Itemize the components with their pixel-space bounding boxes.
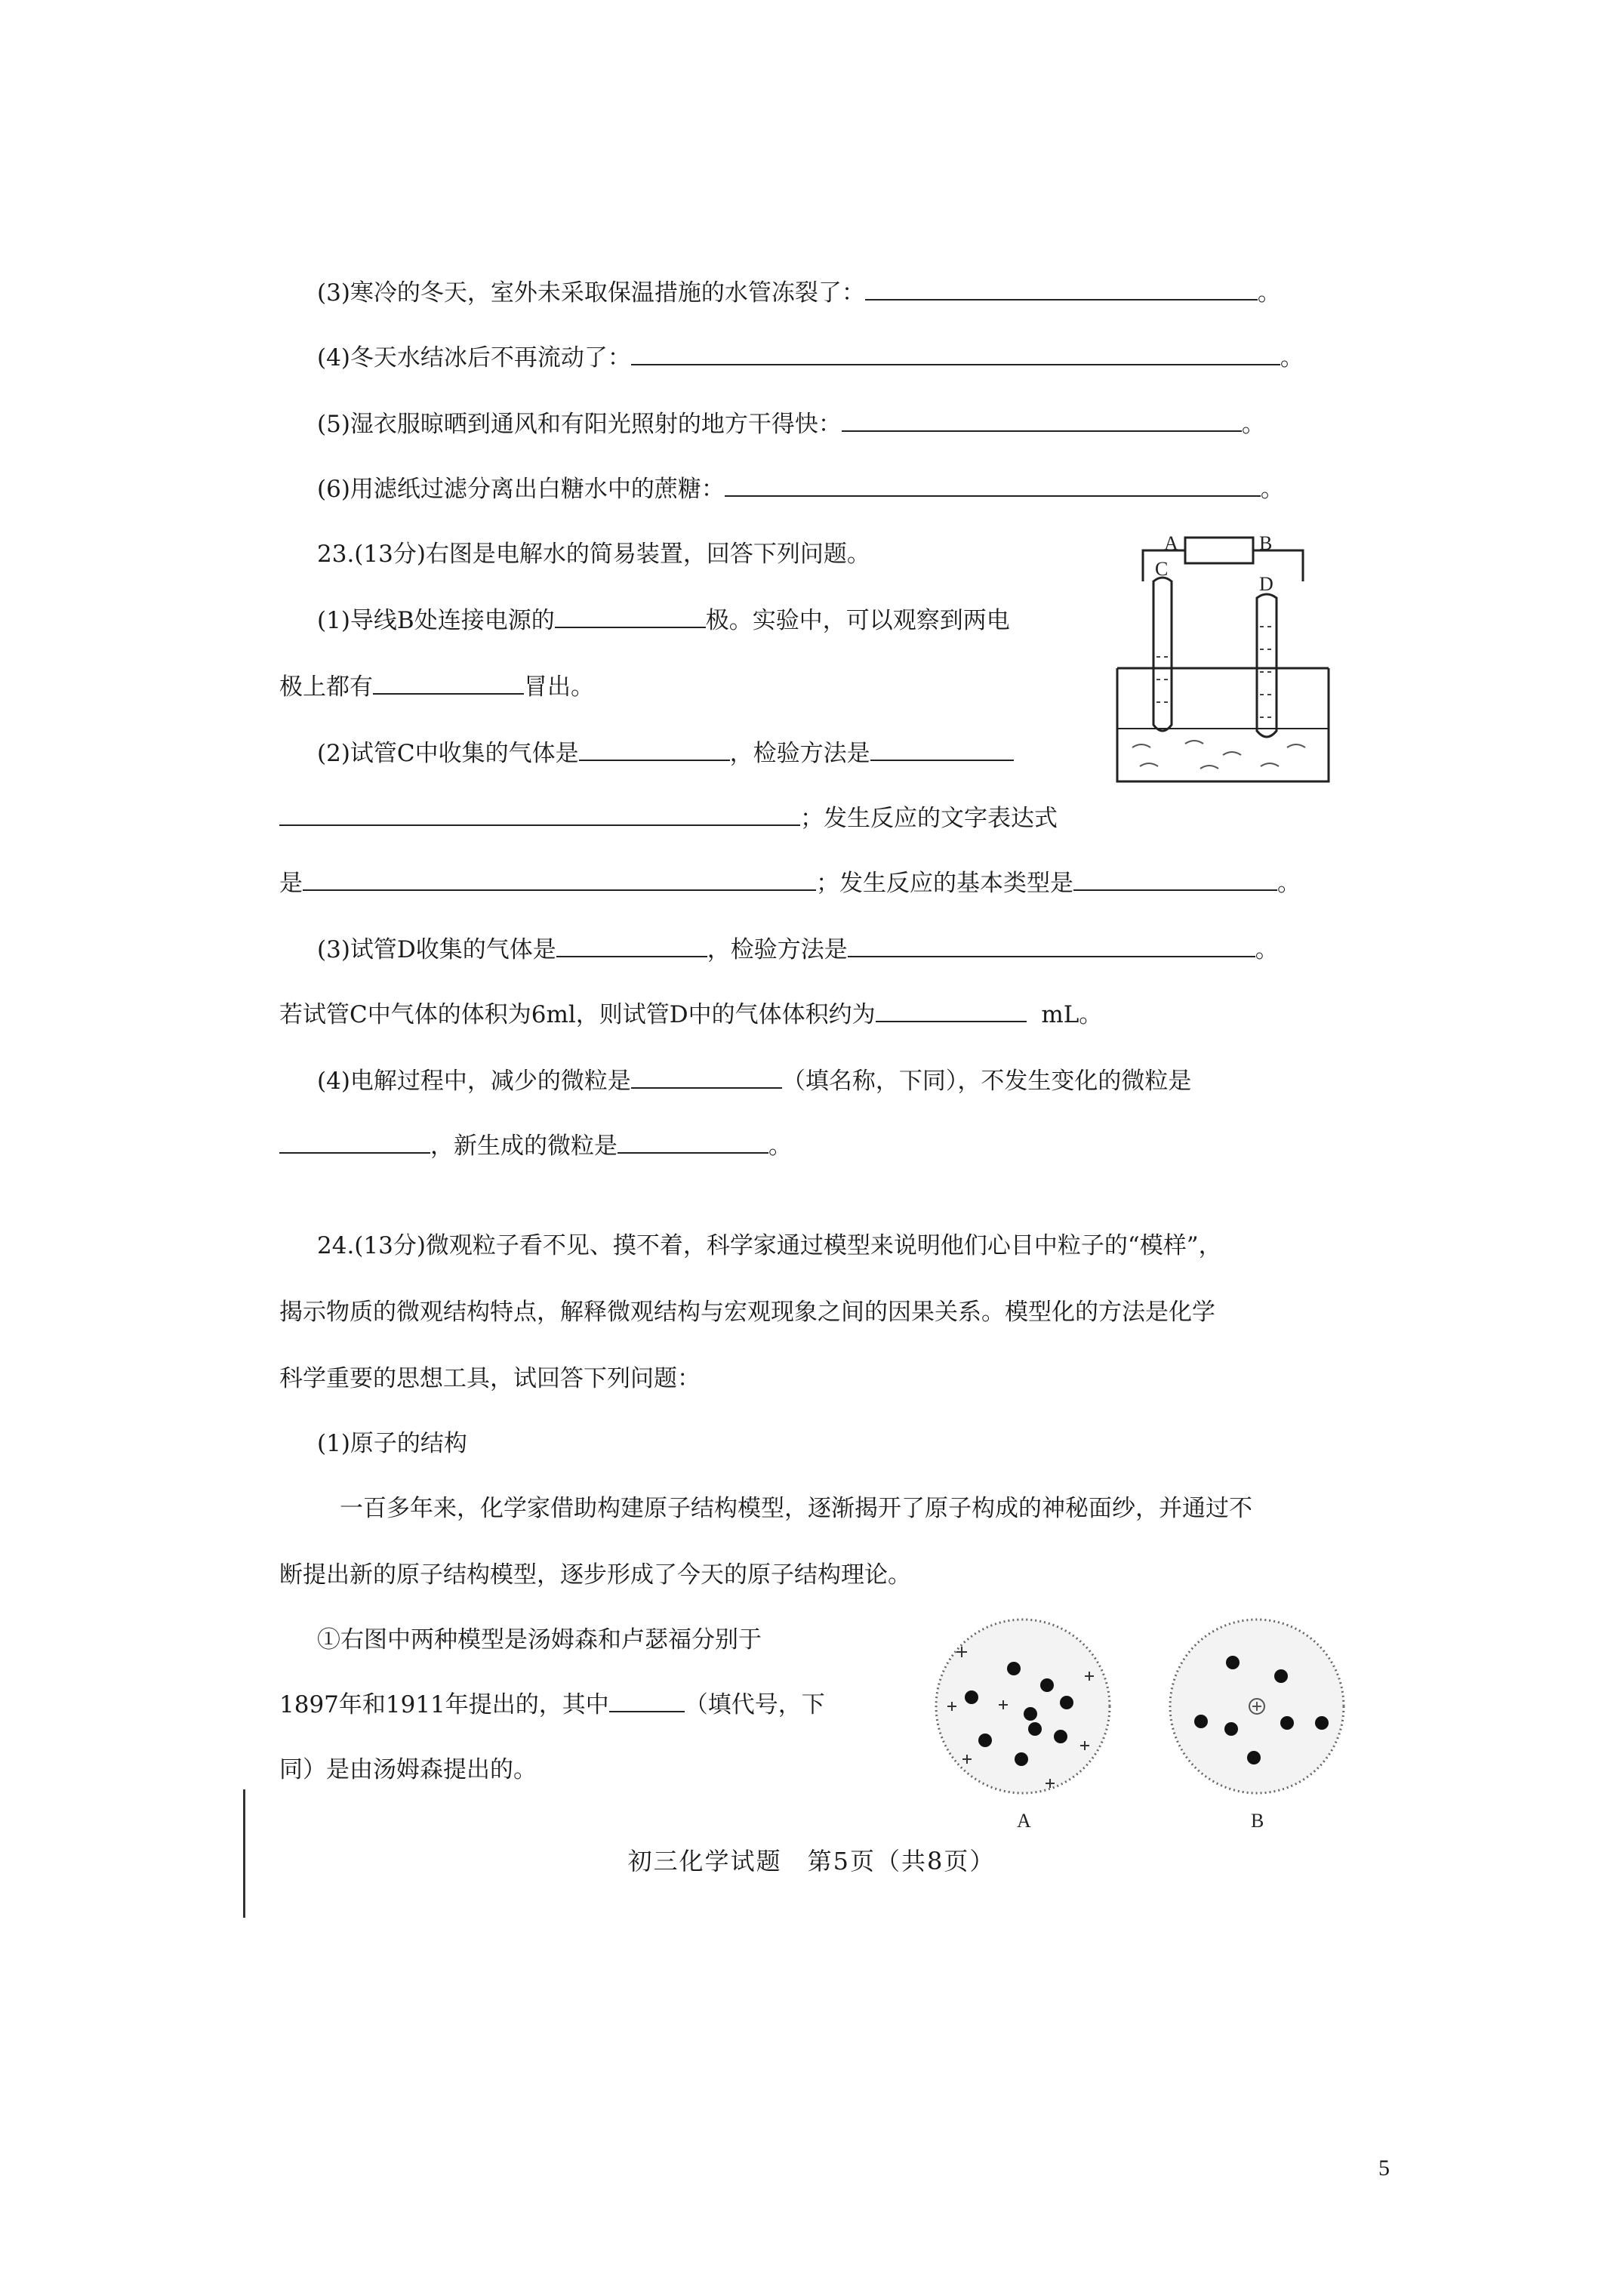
q24-para2: 断提出新的原子结构模型，逐步形成了今天的原子结构理论。 bbox=[279, 1561, 911, 1589]
label-a: A bbox=[1164, 532, 1178, 554]
answer-blank[interactable] bbox=[617, 1130, 768, 1154]
q24-title: 24.(13分)微观粒子看不见、摸不着，科学家通过模型来说明他们心目中粒子的“模样”， bbox=[317, 1232, 1222, 1259]
page-footer: 初三化学试题 第5页（共8页） bbox=[627, 1847, 996, 1875]
q23-part4-line2: ，新生成的微粒是 。 bbox=[279, 1130, 792, 1163]
answer-blank[interactable] bbox=[631, 1065, 782, 1089]
atom-model-a-figure bbox=[917, 1608, 1129, 1857]
answer-blank[interactable] bbox=[725, 473, 1261, 497]
thomson-sphere bbox=[936, 1620, 1110, 1793]
model-a-label: A bbox=[1017, 1810, 1031, 1832]
water-ripples bbox=[1132, 741, 1305, 769]
answer-blank[interactable] bbox=[870, 737, 1014, 761]
answer-blank[interactable] bbox=[1073, 867, 1277, 891]
answer-blank[interactable] bbox=[555, 604, 706, 628]
answer-blank[interactable] bbox=[865, 276, 1258, 300]
label-c: C bbox=[1155, 558, 1169, 580]
q23-part3-line1: (3)试管D收集的气体是 ，检验方法是 。 bbox=[317, 933, 1279, 966]
q24-para1: 一百多年来，化学家借助构建原子结构模型，逐渐揭开了原子构成的神秘面纱，并通过不 bbox=[340, 1495, 1252, 1522]
q22-item4: (4)冬天水结冰后不再流动了： 。 bbox=[317, 341, 1304, 374]
q23-part2-line2: ；发生反应的文字表达式 bbox=[279, 802, 1058, 835]
q24-sub1: (1)原子的结构 bbox=[317, 1430, 467, 1457]
q23-part1-line1: (1)导线B处连接电源的 极。实验中，可以观察到两电 bbox=[317, 604, 1010, 637]
q22-item6: (6)用滤纸过滤分离出白糖水中的蔗糖： 。 bbox=[317, 473, 1284, 506]
q24-line2: 揭示物质的微观结构特点，解释微观结构与宏观现象之间的因果关系。模型化的方法是化学 bbox=[279, 1299, 1215, 1326]
test-tube-d bbox=[1257, 594, 1277, 737]
q24-q1-line2: 1897年和1911年提出的，其中 （填代号，下 bbox=[279, 1688, 825, 1721]
q22-item3: (3)寒冷的冬天，室外未采取保温措施的水管冻裂了： 。 bbox=[317, 276, 1281, 310]
answer-blank[interactable] bbox=[842, 408, 1242, 432]
answer-blank[interactable] bbox=[579, 737, 730, 761]
answer-blank[interactable] bbox=[631, 341, 1280, 365]
q23-part1-line2: 极上都有 冒出。 bbox=[279, 670, 594, 704]
answer-blank[interactable] bbox=[279, 1130, 430, 1154]
electrolysis-apparatus-figure bbox=[1110, 529, 1344, 793]
q23-title: 23.(13分)右图是电解水的简易装置，回答下列问题。 bbox=[317, 541, 870, 568]
label-d: D bbox=[1259, 573, 1273, 595]
answer-blank[interactable] bbox=[303, 867, 816, 891]
power-supply bbox=[1185, 538, 1253, 563]
q23-part2-line3: 是 ；发生反应的基本类型是 。 bbox=[279, 867, 1301, 900]
q23-part2-line1: (2)试管C中收集的气体是 ，检验方法是 bbox=[317, 737, 1014, 770]
q23-part3-line2: 若试管C中气体的体积为6ml，则试管D中的气体体积约为 mL。 bbox=[279, 998, 1102, 1031]
q24-q1-line1: ①右图中两种模型是汤姆森和卢瑟福分别于 bbox=[317, 1626, 762, 1653]
label-b: B bbox=[1259, 532, 1273, 554]
q22-item5: (5)湿衣服晾晒到通风和有阳光照射的地方干得快： 。 bbox=[317, 408, 1265, 441]
beaker bbox=[1117, 668, 1329, 781]
q23-part4-line1: (4)电解过程中，减少的微粒是 （填名称，下同），不发生变化的微粒是 bbox=[317, 1065, 1191, 1098]
model-b-label: B bbox=[1251, 1810, 1264, 1832]
q24-line3: 科学重要的思想工具，试回答下列问题： bbox=[279, 1365, 701, 1392]
answer-blank[interactable] bbox=[876, 998, 1027, 1022]
test-tube-c bbox=[1153, 578, 1172, 731]
page-number: 5 bbox=[1378, 2156, 1390, 2180]
answer-blank[interactable] bbox=[609, 1688, 685, 1712]
q24-q1-line3: 同）是由汤姆森提出的。 bbox=[279, 1756, 537, 1783]
answer-blank[interactable] bbox=[373, 670, 524, 695]
answer-blank[interactable] bbox=[848, 933, 1255, 957]
answer-blank[interactable] bbox=[279, 802, 800, 826]
answer-blank[interactable] bbox=[556, 933, 707, 957]
atom-model-b-figure bbox=[1151, 1608, 1363, 1857]
